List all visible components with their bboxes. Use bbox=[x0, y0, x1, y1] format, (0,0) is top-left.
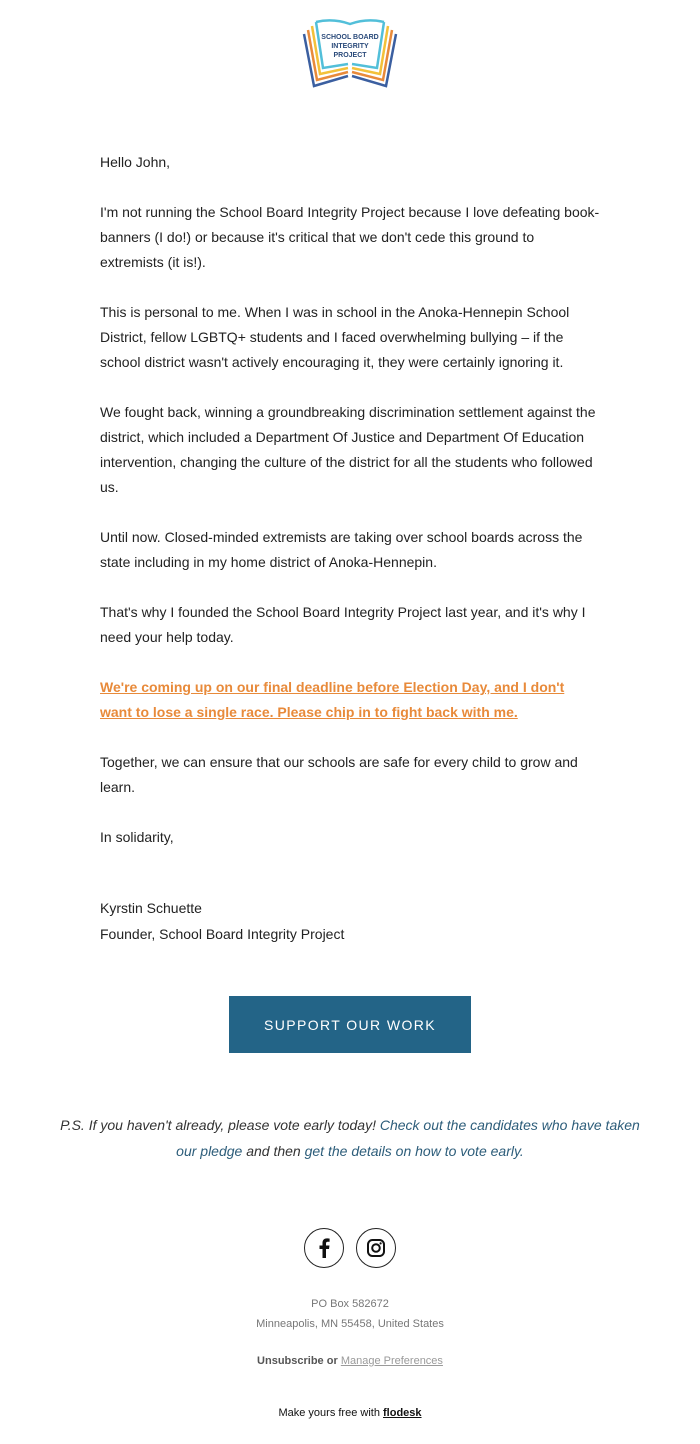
support-our-work-button[interactable]: SUPPORT OUR WORK bbox=[229, 996, 471, 1053]
unsubscribe-row bbox=[0, 1355, 700, 1367]
facebook-icon bbox=[318, 1238, 330, 1258]
paragraph-2: This is personal to me. When I was in school in the Anoka-Hennepin School District, fellow LGBTQ+ students and I faced overwhelming bullying – if the school district wasn't actively encouraging it, they were certainly ignoring it. bbox=[100, 304, 570, 370]
school-board-integrity-project-logo bbox=[298, 16, 402, 88]
svg-text:INTEGRITY: INTEGRITY bbox=[331, 43, 369, 50]
manage-preferences-link[interactable]: Manage Preferences bbox=[340, 1355, 443, 1367]
ps-prefix: P.S. If you haven't already, please vote early today! bbox=[60, 1117, 380, 1133]
instagram-link[interactable] bbox=[356, 1228, 396, 1268]
paragraph-3: We fought back, winning a groundbreaking discrimination settlement against the district, which included a Department Of Justice and Department Of Education intervention, changing the culture of the district for all the students who followed us. bbox=[100, 404, 596, 495]
unsubscribe-link[interactable]: Unsubscribe bbox=[257, 1355, 324, 1367]
paragraph-4: Until now. Closed-minded extremists are taking over school boards across the state including in my home district of Anoka-Hennepin. bbox=[100, 529, 583, 570]
or-text: or bbox=[323, 1355, 341, 1367]
chip-in-link[interactable]: We're coming up on our final deadline before Election Day, and I don't want to lose a single race. Please chip in to fight back with me. bbox=[100, 679, 565, 720]
social-links bbox=[0, 1228, 700, 1268]
signature-title: Founder, School Board Integrity Project bbox=[100, 926, 345, 942]
instagram-icon bbox=[367, 1239, 385, 1257]
closing-paragraph: Together, we can ensure that our schools are safe for every child to grow and learn. bbox=[100, 754, 578, 795]
facebook-link[interactable] bbox=[304, 1228, 344, 1268]
greeting: Hello John, bbox=[100, 154, 171, 170]
postscript bbox=[50, 1112, 650, 1164]
svg-text:PROJECT: PROJECT bbox=[333, 52, 367, 59]
mailing-address bbox=[0, 1294, 700, 1334]
ps-middle: and then bbox=[242, 1143, 305, 1159]
candidates-pledge-link[interactable]: Check out the candidates who have taken our pledge bbox=[176, 1117, 640, 1159]
address-line-1: PO Box 582672 bbox=[311, 1298, 389, 1310]
address-line-2: Minneapolis, MN 55458, United States bbox=[256, 1318, 444, 1330]
paragraph-5: That's why I founded the School Board Integrity Project last year, and it's why I need your help today. bbox=[100, 604, 586, 645]
made-prefix: Make yours free with bbox=[278, 1407, 384, 1419]
flodesk-link[interactable]: flodesk bbox=[383, 1407, 422, 1419]
made-with-flodesk bbox=[0, 1407, 700, 1419]
signature-name: Kyrstin Schuette bbox=[100, 900, 202, 916]
svg-text:SCHOOL BOARD: SCHOOL BOARD bbox=[321, 34, 379, 41]
sign-off: In solidarity, bbox=[100, 829, 174, 845]
signature bbox=[100, 895, 600, 947]
vote-early-details-link[interactable]: get the details on how to vote early. bbox=[304, 1143, 524, 1159]
paragraph-1: I'm not running the School Board Integrity Project because I love defeating book-banners (I do!) or because it's critical that we don't cede this ground to extremists (it is!). bbox=[100, 204, 600, 270]
email-body bbox=[100, 150, 600, 947]
